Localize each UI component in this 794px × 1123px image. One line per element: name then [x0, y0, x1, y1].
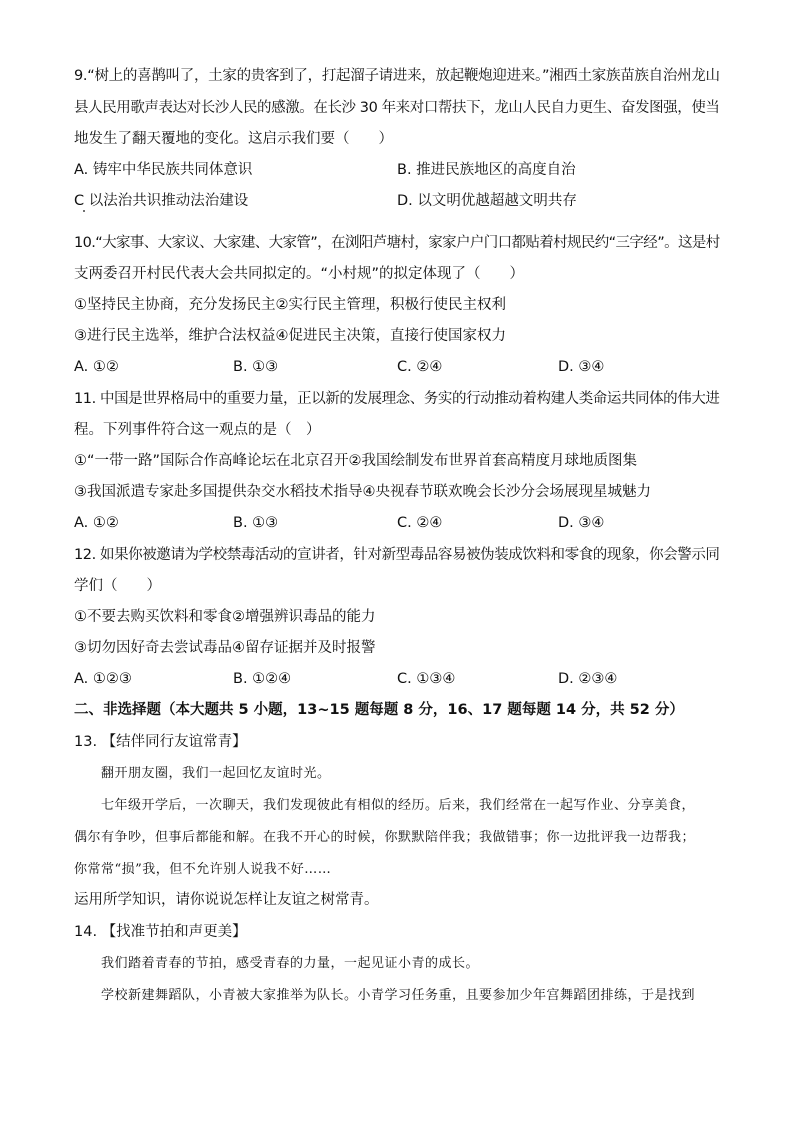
q9-line-2: 县人民用歌声表达对长沙人民的感激。在长沙 30 年来对口帮扶下，龙山人民自力更生、奋发图强，使当 [74, 100, 720, 116]
q9-option-c: C 以法治共识推动法治建设 [74, 193, 249, 209]
q14-title: 14. 【找准节拍和声更美】 [74, 924, 247, 940]
q10-line-3: ①坚持民主协商，充分发扬民主②实行民主管理，积极行使民主权利 [74, 297, 506, 313]
q9-line-3: 地发生了翻天覆地的变化。这启示我们要（ ） [74, 131, 393, 147]
q10-option-b: B. ①③ [233, 359, 279, 375]
q10-line-4: ③进行民主选举，维护合法权益④促进民主决策，直接行使国家权力 [74, 328, 506, 344]
q9-option-b: B. 推进民族地区的高度自治 [397, 162, 576, 178]
q12-option-c: C. ①③④ [397, 671, 456, 687]
q9-option-a: A. 铸牢中华民族共同体意识 [74, 162, 253, 178]
q10-option-c: C. ②④ [397, 359, 443, 375]
q11-line-3: ①“一带一路”国际合作高峰论坛在北京召开②我国绘制发布世界首套高精度月球地质图集 [74, 453, 638, 469]
q13-material-1: 翻开朋友圈，我们一起回忆友谊时光。 [101, 766, 331, 781]
q13-material-4: 你常常“损”我，但不允许别人说我不好…… [74, 862, 332, 877]
q10-option-d: D. ③④ [558, 359, 605, 375]
q12-option-d: D. ②③④ [558, 671, 618, 687]
q13-material-2: 七年级开学后，一次聊天，我们发现彼此有相似的经历。后来，我们经常在一起写作业、分享美食， [101, 798, 696, 813]
q9-line-1: 9.“树上的喜鹊叫了，土家的贵客到了，打起溜子请进来，放起鞭炮迎进来。”湘西土家族苗族自治州龙山 [74, 68, 720, 84]
stray-dot [83, 210, 85, 212]
q14-material-2: 学校新建舞蹈队，小青被大家推举为队长。小青学习任务重，且要参加少年宫舞蹈团排练，于是找到 [101, 988, 696, 1003]
q9-option-d: D. 以文明优越超越文明共存 [397, 193, 577, 209]
section-2-title: 二、非选择题（本大题共 5 小题，13~15 题每题 8 分，16、17 题每题 14 分，共 52 分） [74, 702, 684, 718]
q12-line-2: 学们（ ） [74, 578, 161, 594]
q12-line-4: ③切勿因好奇去尝试毒品④留存证据并及时报警 [74, 640, 376, 656]
q10-line-1: 10.“大家事、大家议、大家建、大家管”，在浏阳芦塘村，家家户户门口都贴着村规民约“三字经”。这是村 [74, 235, 720, 251]
q12-line-1: 12. 如果你被邀请为学校禁毒活动的宣讲者，针对新型毒品容易被伪装成饮料和零食的现象，你会警示同 [74, 547, 720, 563]
q13-question: 运用所学知识，请你说说怎样让友谊之树常青。 [74, 892, 379, 908]
q11-option-d: D. ③④ [558, 515, 605, 531]
q11-option-a: A. ①② [74, 515, 119, 531]
q11-line-4: ③我国派遣专家赴多国提供杂交水稻技术指导④央视春节联欢晚会长沙分会场展现星城魅力 [74, 484, 651, 500]
q10-line-2: 支两委召开村民代表大会共同拟定的。“小村规”的拟定体现了（ ） [74, 266, 525, 282]
q10-option-a: A. ①② [74, 359, 119, 375]
q13-title: 13. 【结伴同行友谊常青】 [74, 734, 247, 750]
q14-material-1: 我们踏着青春的节拍，感受青春的力量，一起见证小青的成长。 [101, 956, 480, 971]
q12-option-b: B. ①②④ [233, 671, 292, 687]
q11-line-1: 11. 中国是世界格局中的重要力量，正以新的发展理念、务实的行动推动着构建人类命运共同体的伟大进 [74, 391, 720, 407]
q12-option-a: A. ①②③ [74, 671, 132, 687]
q11-option-c: C. ②④ [397, 515, 443, 531]
q13-material-3: 偶尔有争吵，但事后都能和解。在我不开心的时候，你默默陪伴我；我做错事；你一边批评我一边帮我； [74, 830, 696, 845]
q12-line-3: ①不要去购买饮料和零食②增强辨识毒品的能力 [74, 609, 376, 625]
q11-option-b: B. ①③ [233, 515, 279, 531]
q11-line-2: 程。下列事件符合这一观点的是（ ） [74, 422, 321, 438]
